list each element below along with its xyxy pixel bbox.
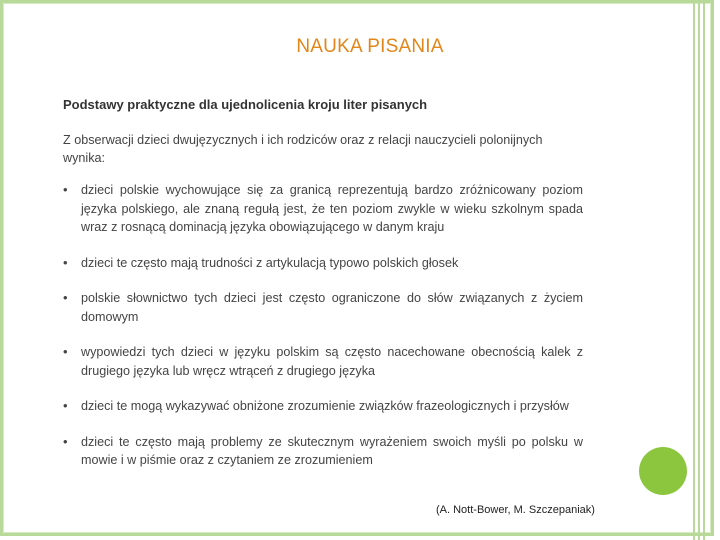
bullet-icon: • [63, 433, 68, 449]
slide-title: NAUKA PISANIA [296, 36, 444, 57]
bullet-list [63, 181, 583, 487]
list-item [63, 181, 583, 237]
list-item [63, 254, 583, 273]
list-item [63, 343, 583, 380]
list-item [63, 433, 583, 470]
list-item-text: dzieci te często mają trudności z artykulacją typowo polskich głosek [81, 255, 459, 270]
list-item-text: polskie słownictwo tych dzieci jest często ograniczone do słów związanych z życiem domowym [81, 291, 583, 324]
list-item [63, 289, 583, 326]
list-item [63, 397, 583, 416]
bullet-icon: • [63, 398, 68, 413]
bullet-icon: • [63, 290, 68, 305]
bullet-icon: • [63, 344, 68, 359]
decorative-line [698, 0, 700, 540]
bullet-icon: • [63, 254, 68, 270]
decorative-circle-icon [639, 447, 687, 495]
bullet-icon: • [63, 182, 68, 197]
list-item-text: wypowiedzi tych dzieci w języku polskim są często nacechowane obecnością kalek z drugiego języka lub wręcz wtrąceń z drugiego języka [81, 345, 583, 378]
list-item-text: dzieci te mogą wykazywać obniżone zrozumienie związków frazeologicznych i przysłów [81, 399, 569, 413]
list-item-text: dzieci polskie wychowujące się za granicą reprezentują bardzo zróżnicowany poziom języka polskiego, ale znaną regułą jest, że ten poziom zwykle w wieku szkolnym spada wraz z rosnącą dominacją języka obowiązującego w danym kraju [81, 183, 583, 234]
decorative-line [703, 0, 705, 540]
source-citation: (A. Nott-Bower, M. Szczepaniak) [436, 504, 595, 516]
decorative-line [693, 0, 695, 540]
content-heading: Podstawy praktyczne dla ujednolicenia kroju liter pisanych [63, 97, 428, 112]
intro-text: Z obserwacji dzieci dwujęzycznych i ich rodziców oraz z relacji nauczycieli polonijnych wynika: [63, 133, 543, 165]
list-item-text: dzieci te często mają problemy ze skutecznym wyrażeniem swoich myśli po polsku w mowie i w piśmie oraz z czytaniem ze zrozumieniem [81, 434, 583, 467]
